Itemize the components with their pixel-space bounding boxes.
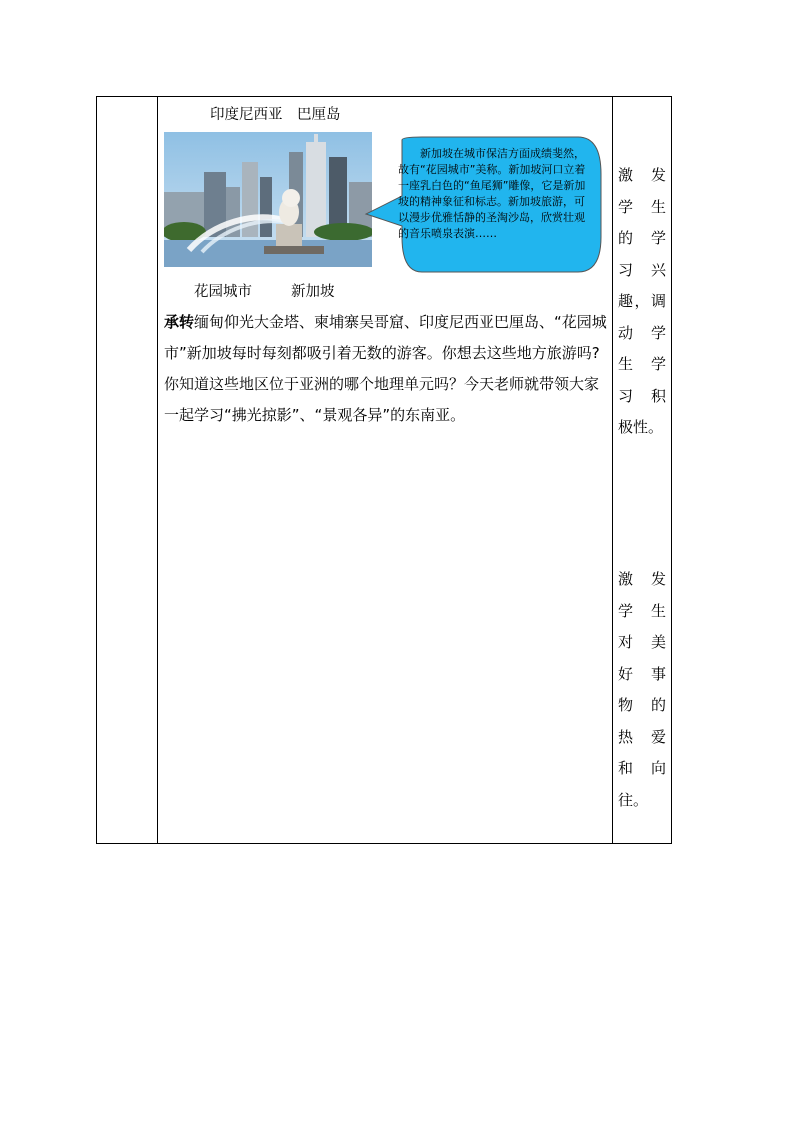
side-note-second — [618, 564, 666, 816]
transition-text: 缅甸仰光大金塔、柬埔寨吴哥窟、印度尼西亚巴厘岛、“花园城市”新加坡每时每刻都吸引着无数的游客。你想去这些地方旅游吗?你知道这些地区位于亚洲的哪个地理单元吗？今天老师就带领大家一起学习“拂光掠影”、“景观各异”的东南亚。 — [164, 313, 607, 424]
side-note-line: 极性。 — [618, 418, 664, 436]
caption-singapore: 新加坡 — [291, 284, 335, 300]
side-note-line: 激 发 — [618, 570, 666, 588]
side-note-line: 激 发 — [618, 166, 666, 184]
side-note-line: 好 事 — [618, 664, 666, 683]
side-note-line: 的 学 — [618, 229, 666, 247]
column-divider-2 — [612, 97, 613, 843]
side-note-line: 习 兴 — [618, 260, 666, 279]
side-note-line: 习 积 — [618, 386, 666, 405]
side-note-line: 学 生 — [618, 601, 666, 620]
caption-garden-city: 花园城市 — [194, 284, 252, 300]
side-note-line: 热 爱 — [618, 727, 666, 746]
side-note-line: 学 生 — [618, 197, 666, 216]
side-note-line: 趣，调 — [618, 292, 666, 310]
side-note-first — [618, 160, 666, 444]
side-note-line: 生 学 — [618, 355, 666, 373]
side-note-line: 物 的 — [618, 696, 666, 714]
side-note-line: 对 美 — [618, 633, 666, 651]
side-note-line: 动 学 — [618, 323, 666, 342]
transition-paragraph — [164, 307, 608, 431]
transition-label: 承转 — [164, 313, 195, 331]
bubble-text: 新加坡在城市保洁方面成绩斐然，故有“花园城市”美称。新加坡河口立着一座乳白色的“鱼尾狮”雕像，它是新加坡的精神象征和标志。新加坡旅游，可以漫步优雅恬静的圣淘沙岛，欣赏壮观的音乐喷泉表演…… — [398, 147, 586, 240]
caption-bali: 印度尼西亚 巴厘岛 — [210, 107, 341, 123]
column-divider-1 — [157, 97, 158, 843]
side-note-line: 往。 — [618, 790, 649, 809]
singapore-merlion-photo — [164, 132, 372, 267]
side-note-line: 和 向 — [618, 759, 666, 777]
